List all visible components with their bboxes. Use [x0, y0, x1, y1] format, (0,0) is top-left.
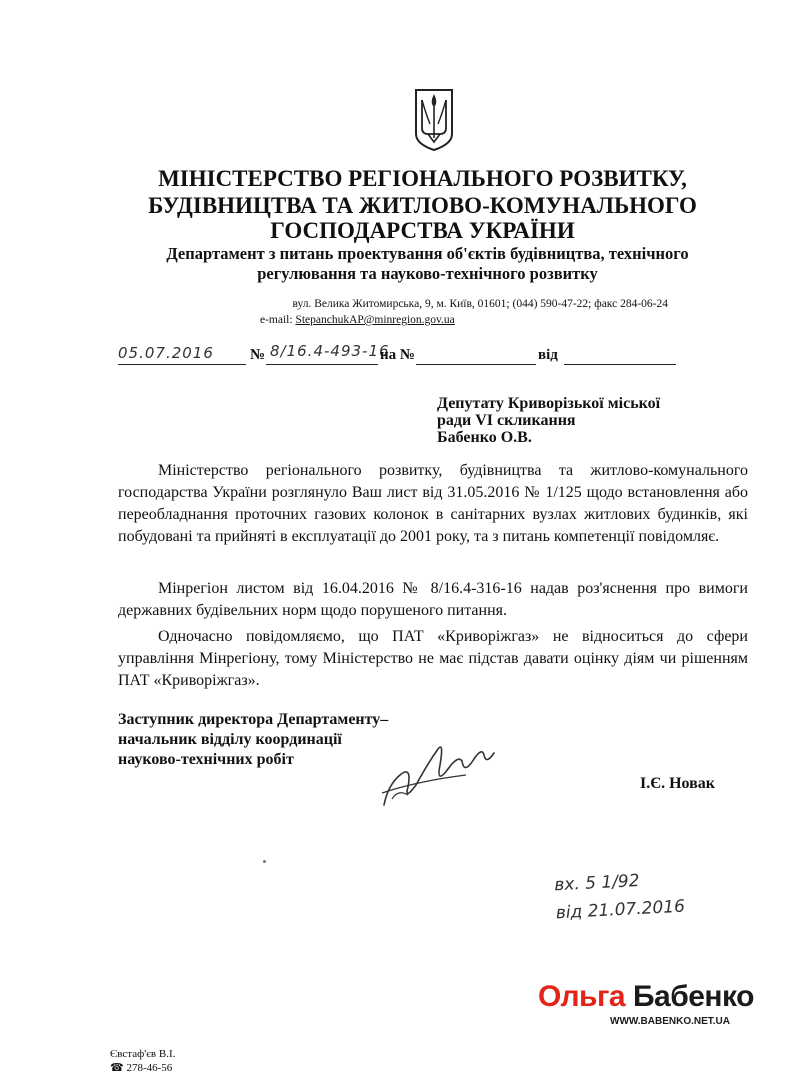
executor-block — [110, 1047, 175, 1075]
executor-name: Євстаф'єв В.І. — [110, 1048, 176, 1060]
ministry-name-line2: БУДІВНИЦТВА ТА ЖИТЛОВО-КОМУНАЛЬНОГО — [148, 193, 697, 218]
signatory-title-line3: науково-технічних робіт — [118, 751, 294, 768]
email-label: e-mail: — [260, 314, 296, 326]
body-paragraph-3: Одночасно повідомляємо, що ПАТ «Криворіжгаз» не відноситься до сфери управління Мінрегіону, тому Міністерство не має підстав давати оцінку діям чи рішенням ПАТ «Криворіжгаз». — [118, 628, 748, 689]
department-name-line2: регулювання та науково-технічного розвитку — [257, 264, 598, 283]
executor-phone: 278-46-56 — [126, 1062, 173, 1074]
recipient-line1: Депутату Криворізької міської — [437, 395, 661, 412]
incoming-date: від 21.07.2016 — [555, 896, 686, 924]
incoming-number: вх. 5 1/92 — [553, 870, 641, 896]
signatory-title — [118, 710, 388, 770]
from-underline — [564, 364, 676, 365]
trident-emblem-icon — [413, 88, 455, 152]
body-paragraph-1: Міністерство регіонального розвитку, будівництва та житлово-комунального господарства України розглянуло Ваш лист від 31.05.2016 № 1/125 щодо встановлення або переобладнання проточних газових колонок в санітарних вузлах житлових будинків, які побудовані та прийняті в експлуатації до 2001 року, та з питань компетенції повідомляє. — [118, 462, 748, 545]
ministry-email — [260, 314, 455, 326]
watermark-last-name: Бабенко — [632, 980, 754, 1013]
ministry-name-line1: МІНІСТЕРСТВО РЕГІОНАЛЬНОГО РОЗВИТКУ, — [158, 166, 687, 191]
signatory-title-line2: начальник відділу координації — [118, 731, 342, 748]
signatory-name: І.Є. Новак — [640, 775, 715, 792]
from-label: від — [538, 347, 558, 363]
speck — [263, 860, 266, 863]
number-label: № — [250, 347, 266, 363]
number-underline — [266, 364, 378, 365]
executor-phone-row — [110, 1061, 175, 1075]
incoming-registration-note — [554, 865, 686, 928]
watermark-first-name: Ольга — [538, 980, 626, 1013]
ministry-address: вул. Велика Житомирська, 9, м. Київ, 01601; (044) 590-47-22; факс 284-06-24 — [292, 298, 668, 310]
ministry-name-line3: ГОСПОДАРСТВА УКРАЇНИ — [270, 218, 575, 243]
watermark-logo — [538, 980, 754, 1014]
recipient-line3: Бабенко О.В. — [437, 429, 532, 446]
date-underline — [118, 364, 246, 365]
signatory-title-line1: Заступник директора Департаменту– — [118, 711, 389, 728]
recipient-line2: ради VI скликання — [437, 412, 576, 429]
handwritten-signature — [378, 735, 498, 810]
outgoing-number: 8/16.4-493-16 — [270, 342, 390, 360]
outgoing-date: 05.07.2016 — [118, 344, 214, 362]
body-paragraph-2: Мінрегіон листом від 16.04.2016 № 8/16.4-316-16 надав роз'яснення про вимоги державних будівельних норм щодо порушеного питання. — [118, 580, 748, 619]
recipient-block — [437, 395, 660, 446]
reference-line — [118, 342, 678, 372]
email-link[interactable]: StepanchukAP@minregion.gov.ua — [295, 314, 455, 326]
in-reply-label: на № — [380, 347, 415, 363]
department-name-line1: Департамент з питань проектування об'єктів будівництва, технічного — [166, 244, 689, 263]
in-reply-underline — [416, 364, 536, 365]
phone-icon: ☎ — [110, 1062, 124, 1074]
watermark-url[interactable]: WWW.BABENKO.NET.UA — [610, 1016, 730, 1027]
